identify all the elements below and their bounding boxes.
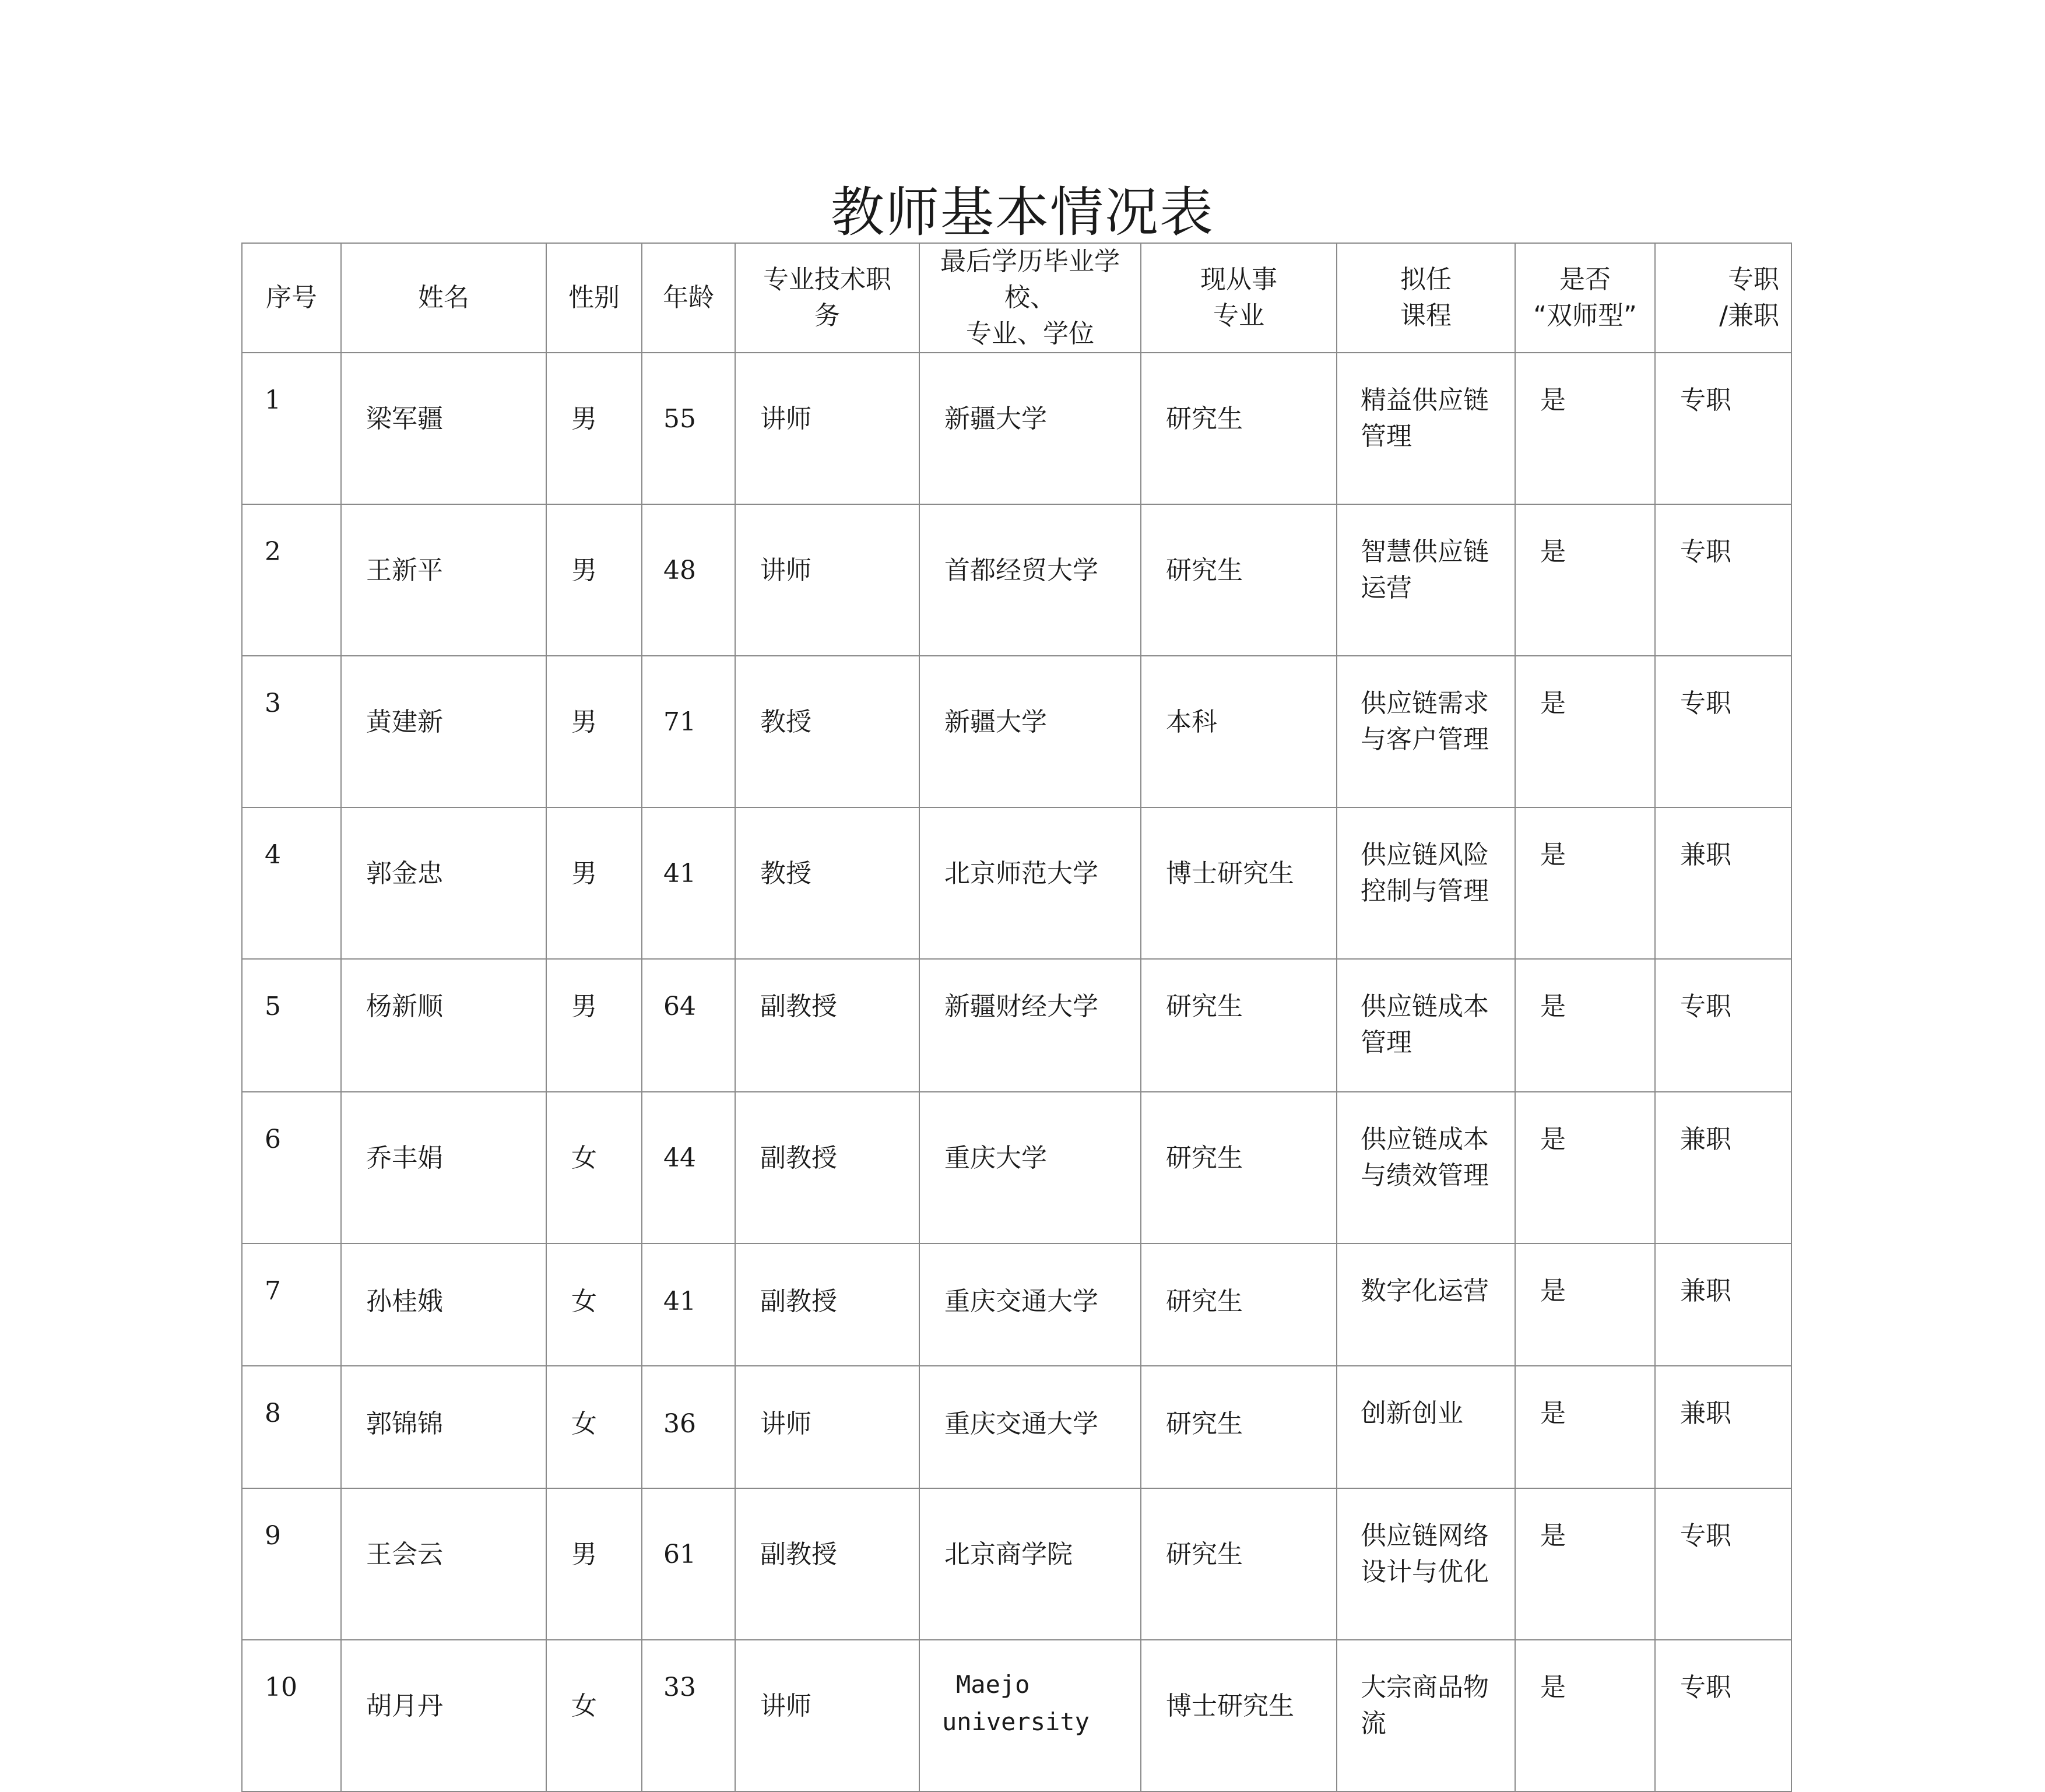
cell-type: 专职 xyxy=(1655,656,1791,807)
page-title: 教师基本情况表 xyxy=(830,181,1214,244)
table-row xyxy=(242,1092,1791,1243)
cell-age: 41 xyxy=(642,1243,735,1366)
cell-name: 郭锦锦 xyxy=(341,1366,546,1488)
header-course: 拟任 课程 xyxy=(1337,243,1515,353)
cell-no: 1 xyxy=(242,353,341,504)
cell-name: 胡月丹 xyxy=(341,1640,546,1791)
cell-course: 大宗商品物流 xyxy=(1337,1640,1515,1791)
cell-course: 供应链需求与客户管理 xyxy=(1337,656,1515,807)
cell-no: 5 xyxy=(242,959,341,1092)
cell-gender: 男 xyxy=(546,656,642,807)
cell-type: 专职 xyxy=(1655,959,1791,1092)
cell-no: 6 xyxy=(242,1092,341,1243)
cell-title: 副教授 xyxy=(735,1092,919,1243)
cell-school: 新疆大学 xyxy=(919,656,1141,807)
teacher-table xyxy=(241,243,1792,1792)
header-name: 姓名 xyxy=(341,243,546,353)
cell-school: 重庆交通大学 xyxy=(919,1366,1141,1488)
cell-school xyxy=(919,1640,1141,1791)
cell-gender: 男 xyxy=(546,353,642,504)
cell-type: 专职 xyxy=(1655,353,1791,504)
cell-major: 研究生 xyxy=(1141,1488,1337,1640)
table-row xyxy=(242,1366,1791,1488)
cell-title: 讲师 xyxy=(735,353,919,504)
cell-no: 8 xyxy=(242,1366,341,1488)
cell-school: 新疆财经大学 xyxy=(919,959,1141,1092)
cell-major: 研究生 xyxy=(1141,353,1337,504)
cell-no: 7 xyxy=(242,1243,341,1366)
cell-gender: 男 xyxy=(546,504,642,656)
cell-gender: 女 xyxy=(546,1243,642,1366)
cell-gender: 女 xyxy=(546,1640,642,1791)
cell-dual: 是 xyxy=(1515,1366,1655,1488)
cell-age: 36 xyxy=(642,1366,735,1488)
header-title: 专业技术职 务 xyxy=(735,243,919,353)
table-row xyxy=(242,504,1791,656)
cell-age: 61 xyxy=(642,1488,735,1640)
cell-gender: 女 xyxy=(546,1366,642,1488)
header-dual: 是否 “双师型” xyxy=(1515,243,1655,353)
cell-dual: 是 xyxy=(1515,1640,1655,1791)
cell-name: 梁军疆 xyxy=(341,353,546,504)
header-major: 现从事 专业 xyxy=(1141,243,1337,353)
cell-school: 重庆大学 xyxy=(919,1092,1141,1243)
table-row xyxy=(242,807,1791,959)
cell-major: 研究生 xyxy=(1141,1366,1337,1488)
cell-dual: 是 xyxy=(1515,1243,1655,1366)
cell-title: 副教授 xyxy=(735,959,919,1092)
cell-course: 创新创业 xyxy=(1337,1366,1515,1488)
table-row xyxy=(242,1640,1791,1791)
cell-age: 64 xyxy=(642,959,735,1092)
cell-type: 兼职 xyxy=(1655,1366,1791,1488)
cell-name: 黄建新 xyxy=(341,656,546,807)
cell-age: 71 xyxy=(642,656,735,807)
cell-course: 供应链成本与绩效管理 xyxy=(1337,1092,1515,1243)
cell-major: 研究生 xyxy=(1141,959,1337,1092)
cell-no: 2 xyxy=(242,504,341,656)
cell-course: 供应链成本管理 xyxy=(1337,959,1515,1092)
cell-title: 讲师 xyxy=(735,1640,919,1791)
cell-dual: 是 xyxy=(1515,807,1655,959)
cell-course: 精益供应链管理 xyxy=(1337,353,1515,504)
cell-age: 48 xyxy=(642,504,735,656)
cell-course: 智慧供应链运营 xyxy=(1337,504,1515,656)
table-row xyxy=(242,1243,1791,1366)
cell-major: 研究生 xyxy=(1141,1243,1337,1366)
cell-age: 44 xyxy=(642,1092,735,1243)
cell-title: 副教授 xyxy=(735,1243,919,1366)
cell-course: 供应链风险控制与管理 xyxy=(1337,807,1515,959)
cell-name: 王会云 xyxy=(341,1488,546,1640)
cell-school: 北京商学院 xyxy=(919,1488,1141,1640)
cell-gender: 男 xyxy=(546,1488,642,1640)
table-header-row xyxy=(242,243,1791,353)
cell-school: 新疆大学 xyxy=(919,353,1141,504)
cell-no: 4 xyxy=(242,807,341,959)
header-no: 序号 xyxy=(242,243,341,353)
table-row xyxy=(242,353,1791,504)
cell-no: 9 xyxy=(242,1488,341,1640)
table-row xyxy=(242,1488,1791,1640)
cell-course: 供应链网络设计与优化 xyxy=(1337,1488,1515,1640)
cell-type: 专职 xyxy=(1655,504,1791,656)
cell-dual: 是 xyxy=(1515,353,1655,504)
cell-dual: 是 xyxy=(1515,656,1655,807)
cell-name: 杨新顺 xyxy=(341,959,546,1092)
cell-major: 研究生 xyxy=(1141,1092,1337,1243)
cell-major: 博士研究生 xyxy=(1141,1640,1337,1791)
table-row xyxy=(242,959,1791,1092)
cell-type: 兼职 xyxy=(1655,1243,1791,1366)
cell-school: 重庆交通大学 xyxy=(919,1243,1141,1366)
header-age: 年龄 xyxy=(642,243,735,353)
cell-age: 33 xyxy=(642,1640,735,1791)
cell-gender: 男 xyxy=(546,807,642,959)
cell-school: 首都经贸大学 xyxy=(919,504,1141,656)
cell-school-line2: university xyxy=(942,1707,1090,1736)
cell-no: 10 xyxy=(242,1640,341,1791)
cell-age: 41 xyxy=(642,807,735,959)
cell-gender: 男 xyxy=(546,959,642,1092)
cell-dual: 是 xyxy=(1515,959,1655,1092)
cell-name: 乔丰娟 xyxy=(341,1092,546,1243)
cell-type: 专职 xyxy=(1655,1640,1791,1791)
cell-type: 兼职 xyxy=(1655,1092,1791,1243)
cell-no: 3 xyxy=(242,656,341,807)
cell-major: 本科 xyxy=(1141,656,1337,807)
cell-title: 讲师 xyxy=(735,1366,919,1488)
cell-title: 教授 xyxy=(735,807,919,959)
cell-major: 研究生 xyxy=(1141,504,1337,656)
header-type: 专职 /兼职 xyxy=(1655,243,1791,353)
cell-gender: 女 xyxy=(546,1092,642,1243)
cell-name: 郭金忠 xyxy=(341,807,546,959)
cell-name: 王新平 xyxy=(341,504,546,656)
cell-school-line1: Maejo xyxy=(956,1670,1030,1699)
header-school: 最后学历毕业学校、 专业、学位 xyxy=(919,243,1141,353)
cell-course: 数字化运营 xyxy=(1337,1243,1515,1366)
header-gender: 性别 xyxy=(546,243,642,353)
cell-title: 副教授 xyxy=(735,1488,919,1640)
table-row xyxy=(242,656,1791,807)
cell-dual: 是 xyxy=(1515,1488,1655,1640)
cell-school: 北京师范大学 xyxy=(919,807,1141,959)
cell-dual: 是 xyxy=(1515,1092,1655,1243)
cell-title: 教授 xyxy=(735,656,919,807)
cell-age: 55 xyxy=(642,353,735,504)
cell-type: 专职 xyxy=(1655,1488,1791,1640)
cell-name: 孙桂娥 xyxy=(341,1243,546,1366)
cell-type: 兼职 xyxy=(1655,807,1791,959)
cell-title: 讲师 xyxy=(735,504,919,656)
cell-major: 博士研究生 xyxy=(1141,807,1337,959)
cell-dual: 是 xyxy=(1515,504,1655,656)
